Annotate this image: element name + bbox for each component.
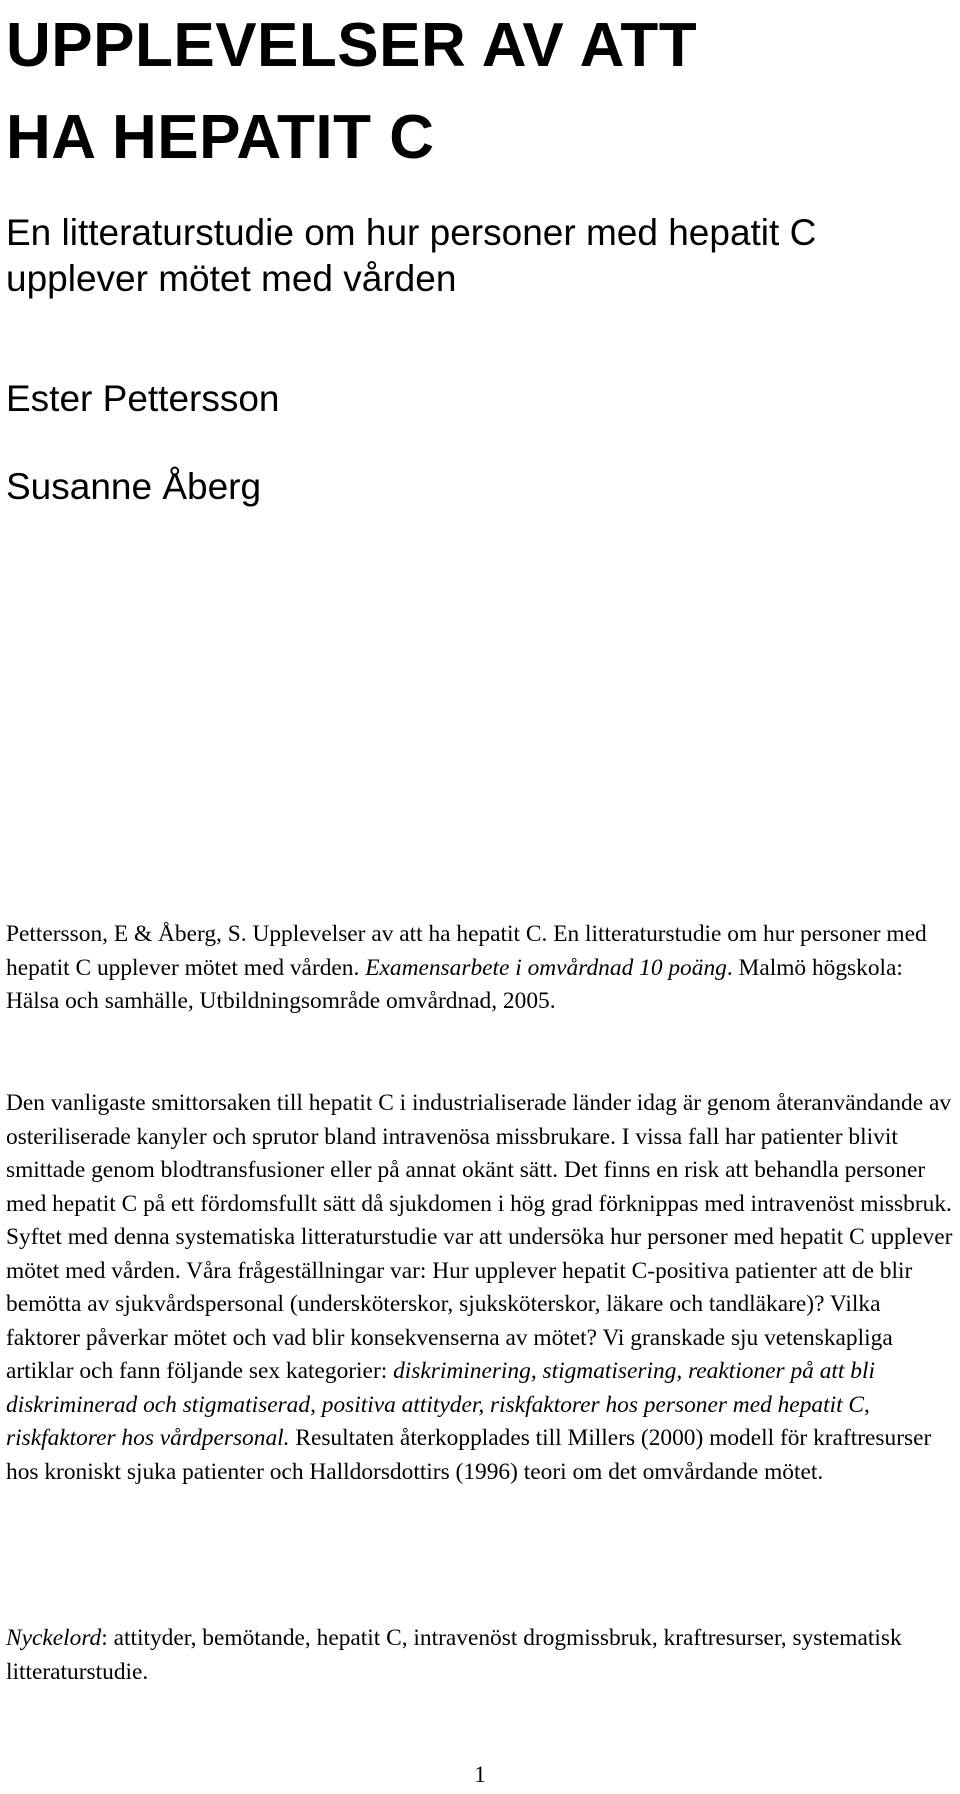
keywords-list: : attityder, bemötande, hepatit C, intravenöst drogmissbruk, kraftresurser, systematisk litteraturstudie. [6, 1625, 902, 1685]
keywords-label: Nyckelord [6, 1625, 102, 1651]
citation-text-2: . Malmö högskola: Hälsa och samhälle, Utbildningsområde omvårdnad, 2005. [6, 954, 903, 1014]
citation-paragraph [6, 918, 954, 1019]
abstract-text-1: Den vanligaste smittorsaken till hepatit C i industrialiserade länder idag är genom återanvändande av osteriliserade kanyler och sprutor bland intravenösa missbrukare. I vissa fall har patienter blivit smittade genom blodtransfusioner eller på annat okänt sätt. Det finns en risk att behandla personer med hepatit C på ett fördomsfullt sätt då sjukdomen i hög grad förknippas med intravenöst missbruk. Syftet med denna systematiska litteraturstudie var att undersöka hur personer med hepatit C upplever mötet med vården. Våra frågeställningar var: Hur upplever hepatit C-positiva patienter att de blir bemötta av sjukvårdspersonal (undersköterskor, sjuksköterskor, läkare och tandläkare)? Vilka faktorer påverkar mötet och vad blir konsekvenserna av mötet? Vi granskade sju vetenskapliga artiklar och fann följande sex kategorier: [6, 1090, 953, 1384]
author-2: Susanne Åberg [6, 466, 262, 507]
title-line-1: UPPLEVELSER AV ATT [6, 11, 698, 80]
citation-italic: Examensarbete i omvårdnad 10 poäng [365, 954, 727, 981]
document-title [6, 0, 946, 184]
page-number: 1 [474, 1762, 486, 1787]
citation-text-1: Pettersson, E & Åberg, S. Upplevelser av att ha hepatit C. En litteraturstudie om hur personer med hepatit C upplever mötet med vården. [6, 921, 927, 981]
keywords-paragraph [6, 1622, 954, 1689]
title-line-2: HA HEPATIT C [6, 103, 435, 172]
author-1: Ester Pettersson [6, 378, 280, 419]
abstract-paragraph [6, 1087, 954, 1489]
abstract-categories: diskriminering, stigmatisering, reaktioner på att bli diskriminerad och stigmatiserad, positiva attityder, riskfaktorer hos personer med hepatit C, riskfaktorer hos vårdpersonal. [6, 1358, 875, 1451]
document-subtitle: En litteraturstudie om hur personer med hepatit C upplever mötet med vården [6, 212, 817, 299]
abstract-text-2: Resultaten återkopplades till Millers (2000) modell för kraftresurser hos kroniskt sjuka patienter och Halldorsdottirs (1996) teori om det omvårdande mötet. [6, 1425, 932, 1485]
